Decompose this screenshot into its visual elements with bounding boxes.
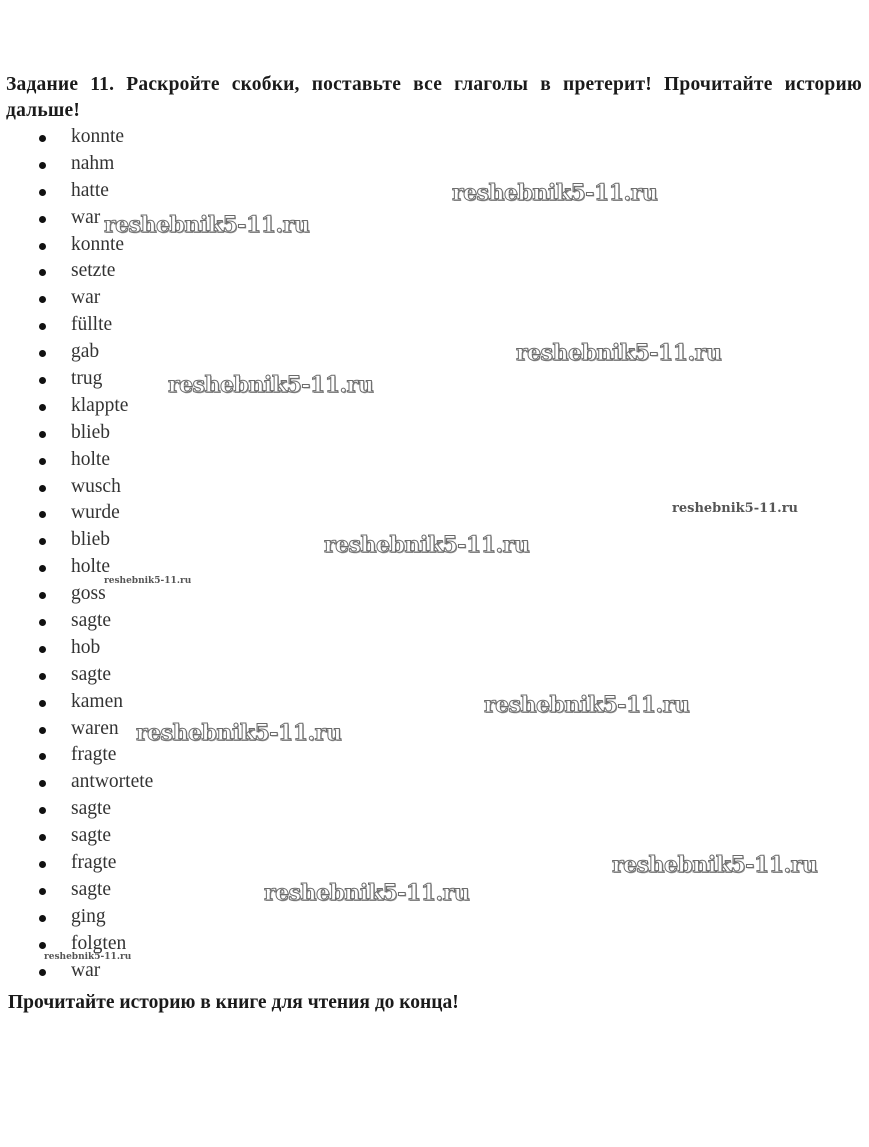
watermark: reshebnik5-11.ru — [104, 576, 192, 586]
list-item: antwortete — [0, 769, 153, 796]
list-item: wurde — [0, 500, 153, 527]
watermark: reshebnik5-11.ru — [168, 372, 374, 398]
list-item: war — [0, 205, 153, 232]
list-item: klappte — [0, 393, 153, 420]
list-item: blieb — [0, 420, 153, 447]
watermark: reshebnik5-11.ru — [452, 180, 658, 206]
watermark: reshebnik5-11.ru — [264, 880, 470, 906]
watermark: reshebnik5-11.ru — [136, 720, 342, 746]
list-item: sagte — [0, 662, 153, 689]
list-item: hob — [0, 635, 153, 662]
list-item: holte — [0, 447, 153, 474]
list-item: kamen — [0, 689, 153, 716]
list-item: waren — [0, 716, 153, 743]
list-item: füllte — [0, 312, 153, 339]
list-item: sagte — [0, 823, 153, 850]
list-item: wusch — [0, 474, 153, 501]
list-item: trug — [0, 366, 153, 393]
list-item: fragte — [0, 742, 153, 769]
list-item: goss — [0, 581, 153, 608]
watermark: reshebnik5-11.ru — [484, 692, 690, 718]
list-item: setzte — [0, 258, 153, 285]
list-item: holte — [0, 554, 153, 581]
list-item: sagte — [0, 796, 153, 823]
list-item: blieb — [0, 527, 153, 554]
watermark: reshebnik5-11.ru — [612, 852, 818, 878]
list-item: ging — [0, 904, 153, 931]
list-item: gab — [0, 339, 153, 366]
watermark: reshebnik5-11.ru — [516, 340, 722, 366]
verb-list — [0, 124, 153, 985]
list-item: sagte — [0, 877, 153, 904]
watermark: reshebnik5-11.ru — [104, 212, 310, 238]
list-item: war — [0, 958, 153, 985]
list-item: fragte — [0, 850, 153, 877]
list-item: nahm — [0, 151, 153, 178]
watermark: reshebnik5-11.ru — [44, 952, 132, 962]
watermark: reshebnik5-11.ru — [324, 532, 530, 558]
task-heading: Задание 11. Раскройте скобки, поставьте все глаголы в претерит! Прочитайте историю дальше! — [6, 74, 862, 121]
list-item: war — [0, 285, 153, 312]
list-item: folgten — [0, 931, 153, 958]
list-item: konnte — [0, 232, 153, 259]
footer-instruction: Прочитайте историю в книге для чтения до конца! — [8, 992, 459, 1013]
watermark: reshebnik5-11.ru — [672, 501, 799, 516]
list-item: konnte — [0, 124, 153, 151]
list-item: hatte — [0, 178, 153, 205]
list-item: sagte — [0, 608, 153, 635]
